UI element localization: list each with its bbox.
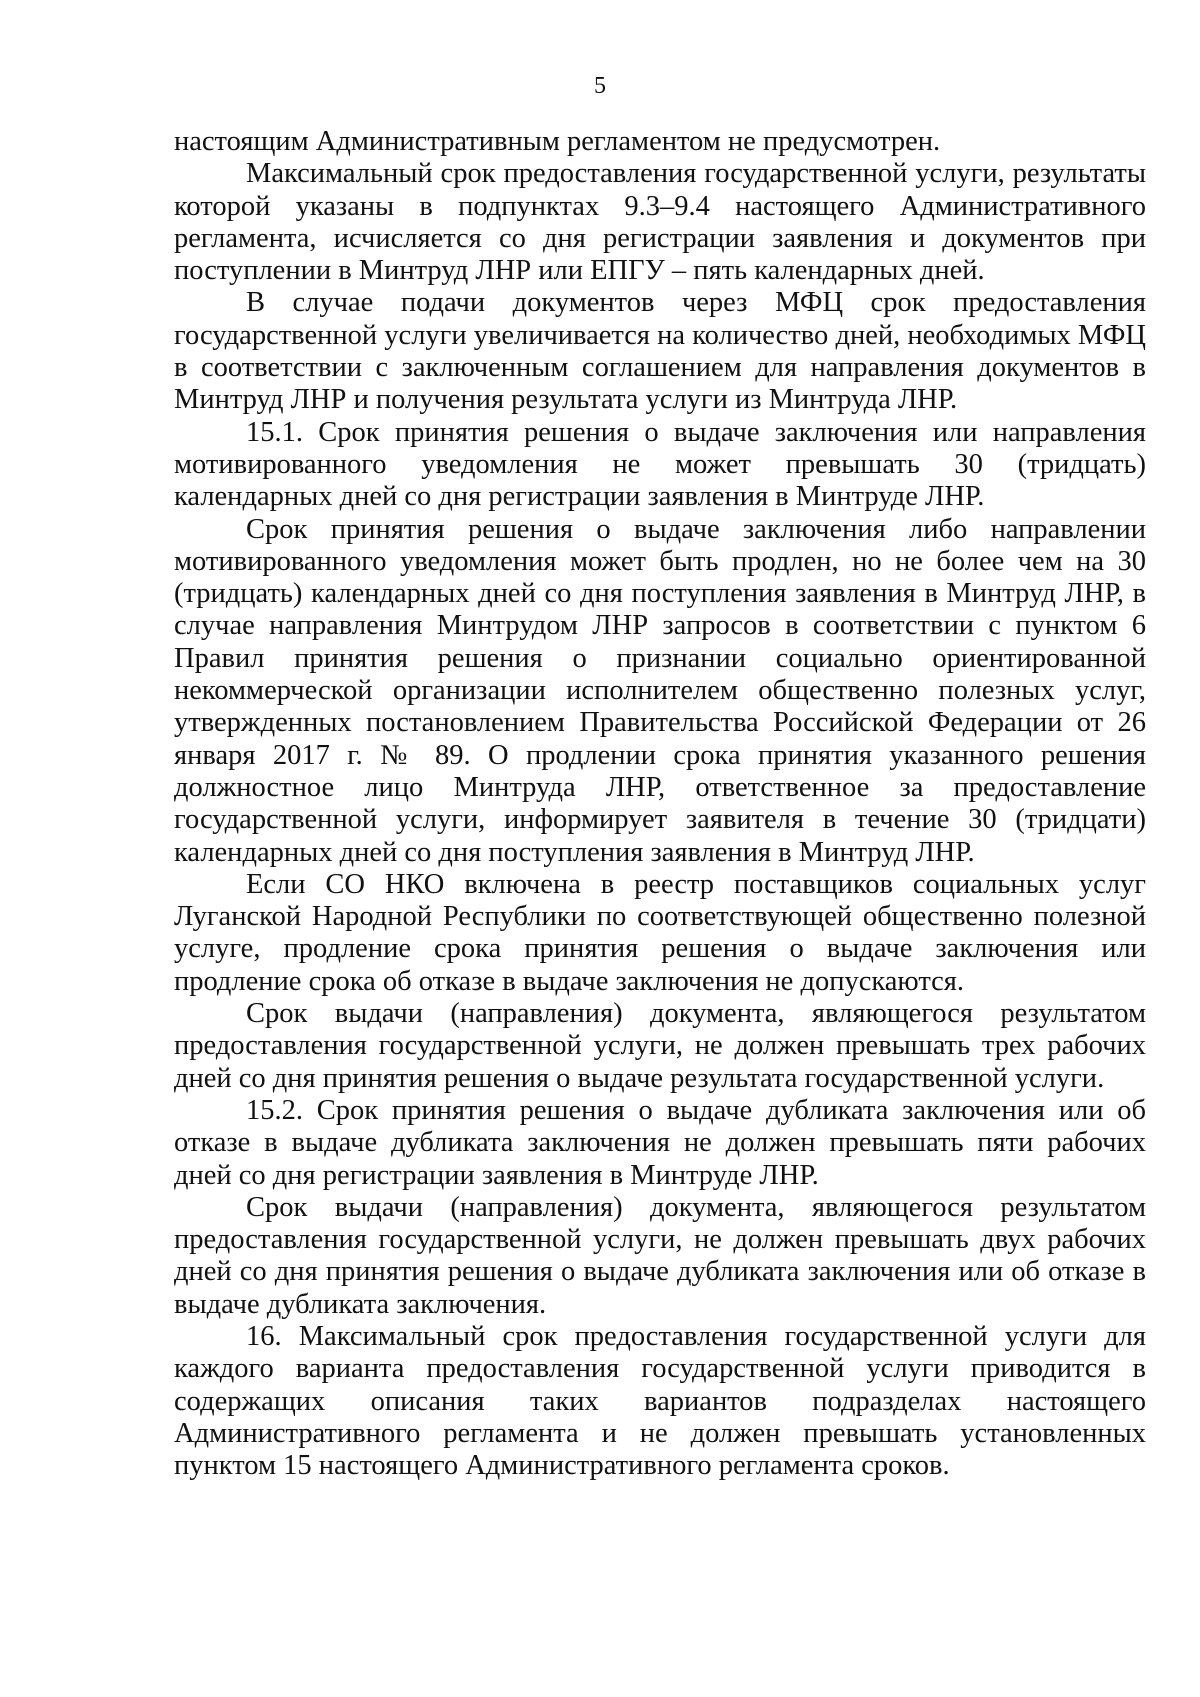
paragraph-term-extension: Срок принятия решения о выдаче заключения либо направлении мотивированного уведомления может быть продлен, но не более чем на 30 (тридцать) календарных дней со дня поступления заявления в Минтруд ЛНР, в случае направления Минтрудом ЛНР запросов в соответствии с пунктом 6 Правил принятия решения о признании социально ориентированной некоммерческой организации исполнителем общественно полезных услуг, утвержденных постановлением Правительства Российской Федерации от 26 января 2017 г. № 89. О продлении срока принятия указанного решения должностное лицо Минтруда ЛНР, ответственное за предоставление государственной услуги, информирует заявителя в течение 30 (тридцати) календарных дней со дня поступления заявления в Минтруд ЛНР. <box>174 513 1146 868</box>
paragraph-max-term: Максимальный срок предоставления государственной услуги, результаты которой указаны в подпунктах 9.3–9.4 настоящего Административного регламента, исчисляется со дня регистрации заявления и документов при поступлении в Минтруд ЛНР или ЕПГУ – пять календарных дней. <box>174 158 1146 287</box>
paragraph-continuation: настоящим Административным регламентом не предусмотрен. <box>174 126 941 157</box>
page-number: 5 <box>594 73 606 99</box>
paragraph-registry-exception: Если СО НКО включена в реестр поставщиков социальных услуг Луганской Народной Республики по соответствующей общественно полезной услуге, продление срока принятия решения о выдаче заключения или продление срока об отказе в выдаче заключения не допускаются. <box>174 868 1146 997</box>
paragraph-mfc-submission: В случае подачи документов через МФЦ срок предоставления государственной услуги увеличивается на количество дней, необходимых МФЦ в соответствии с заключенным соглашением для направления документов в Минтруд ЛНР и получения результата услуги из Минтруда ЛНР. <box>174 287 1146 416</box>
paragraph-duplicate-issue-term: Срок выдачи (направления) документа, являющегося результатом предоставления государственной услуги, не должен превышать двух рабочих дней со дня принятия решения о выдаче дубликата заключения или об отказе в выдаче дубликата заключения. <box>174 1191 1146 1320</box>
paragraph-16: 16. Максимальный срок предоставления государственной услуги для каждого варианта предоставления государственной услуги приводится в содержащих описания таких вариантов подразделах настоящего Административного регламента и не должен превышать установленных пунктом 15 настоящего Административного регламента сроков. <box>174 1320 1146 1482</box>
document-body <box>174 126 1146 1482</box>
paragraph-15-2: 15.2. Срок принятия решения о выдаче дубликата заключения или об отказе в выдаче дубликата заключения не должен превышать пяти рабочих дней со дня регистрации заявления в Минтруде ЛНР. <box>174 1094 1146 1191</box>
paragraph-issue-term: Срок выдачи (направления) документа, являющегося результатом предоставления государственной услуги, не должен превышать трех рабочих дней со дня принятия решения о выдаче результата государственной услуги. <box>174 998 1146 1094</box>
paragraph-15-1: 15.1. Срок принятия решения о выдаче заключения или направления мотивированного уведомления не может превышать 30 (тридцать) календарных дней со дня регистрации заявления в Минтруде ЛНР. <box>174 416 1146 513</box>
